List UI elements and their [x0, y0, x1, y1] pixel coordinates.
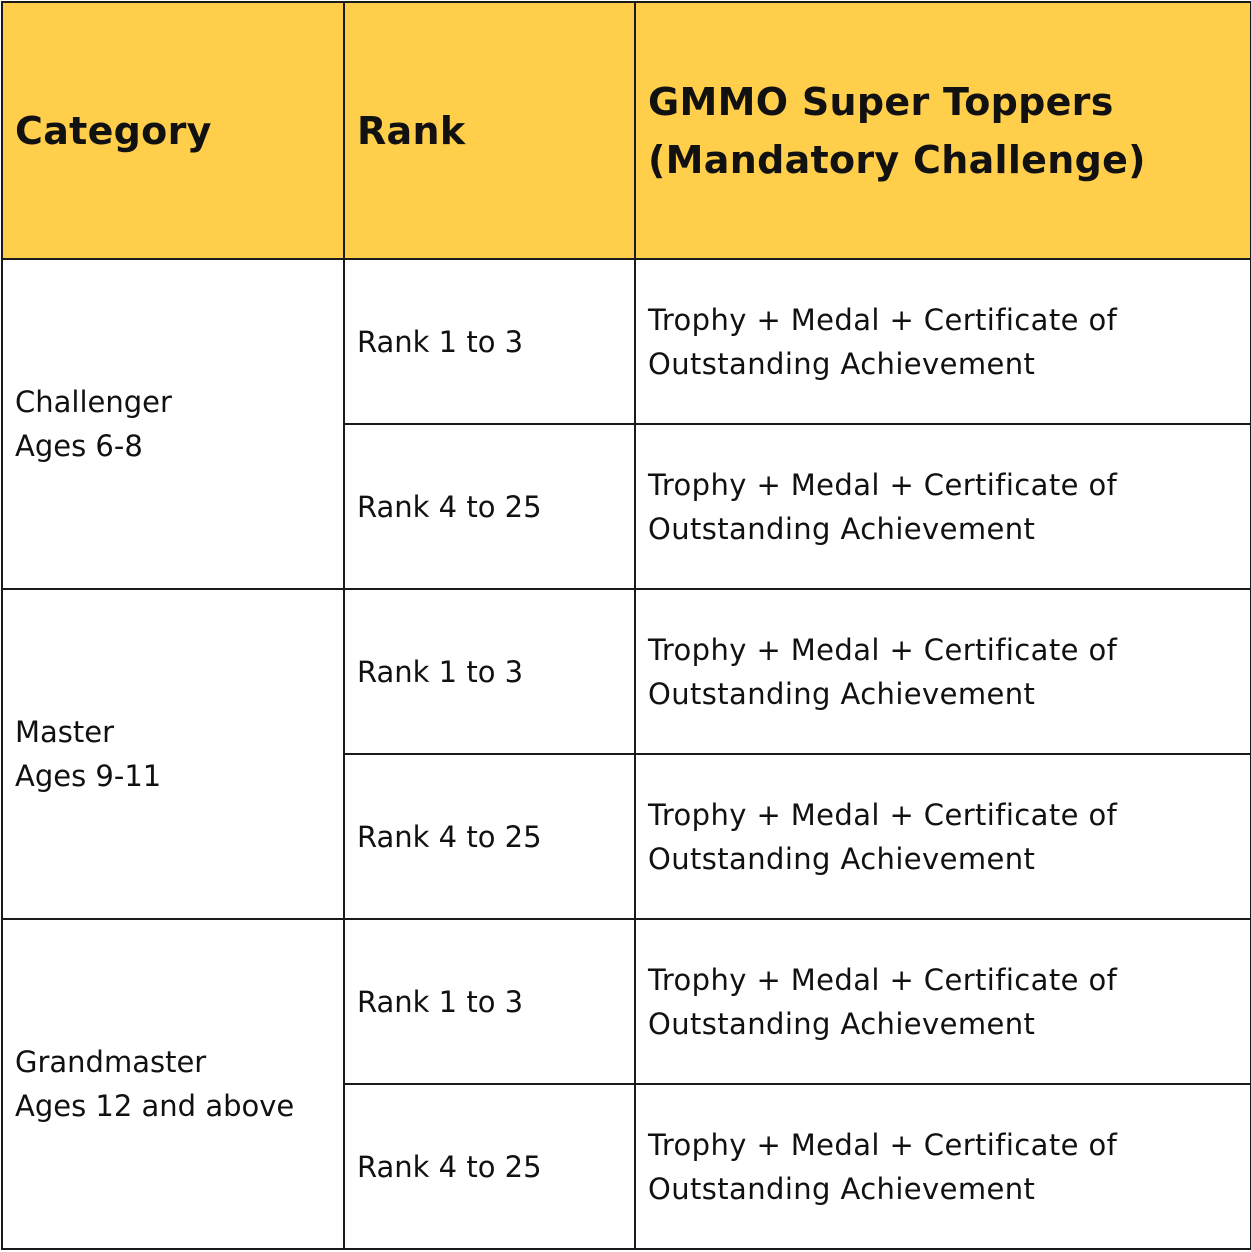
award-line1: Trophy + Medal + Certificate of: [648, 962, 1118, 997]
category-name: Grandmaster: [15, 1045, 207, 1079]
rank-cell: Rank 1 to 3: [344, 919, 635, 1084]
award-line1: Trophy + Medal + Certificate of: [648, 1127, 1118, 1162]
award-cell: [635, 1084, 1251, 1249]
rank-cell: Rank 4 to 25: [344, 1084, 635, 1249]
category-ages: Ages 12 and above: [15, 1089, 295, 1123]
award-cell: [635, 424, 1251, 589]
award-line2: Outstanding Achievement: [648, 1171, 1036, 1206]
award-line2: Outstanding Achievement: [648, 1006, 1036, 1041]
category-cell-challenger: [2, 259, 344, 589]
header-award: [635, 2, 1251, 259]
category-ages: Ages 9-11: [15, 759, 162, 793]
award-line2: Outstanding Achievement: [648, 511, 1036, 546]
rank-cell: Rank 4 to 25: [344, 754, 635, 919]
header-category: Category: [2, 2, 344, 259]
rank-cell: Rank 4 to 25: [344, 424, 635, 589]
award-line1: Trophy + Medal + Certificate of: [648, 467, 1118, 502]
rank-cell: Rank 1 to 3: [344, 589, 635, 754]
rank-cell: Rank 1 to 3: [344, 259, 635, 424]
table-row: [2, 589, 1251, 754]
table-row: [2, 919, 1251, 1084]
awards-table: [1, 1, 1251, 1250]
award-line2: Outstanding Achievement: [648, 676, 1036, 711]
table-header-row: [2, 2, 1251, 259]
award-cell: [635, 259, 1251, 424]
header-rank: Rank: [344, 2, 635, 259]
header-award-line2: (Mandatory Challenge): [648, 137, 1146, 182]
award-line1: Trophy + Medal + Certificate of: [648, 632, 1118, 667]
award-cell: [635, 754, 1251, 919]
award-line1: Trophy + Medal + Certificate of: [648, 302, 1118, 337]
table-row: [2, 259, 1251, 424]
award-line1: Trophy + Medal + Certificate of: [648, 797, 1118, 832]
award-cell: [635, 589, 1251, 754]
header-award-line1: GMMO Super Toppers: [648, 79, 1114, 124]
category-ages: Ages 6-8: [15, 429, 143, 463]
award-line2: Outstanding Achievement: [648, 841, 1036, 876]
award-line2: Outstanding Achievement: [648, 346, 1036, 381]
category-name: Challenger: [15, 385, 172, 419]
category-cell-master: [2, 589, 344, 919]
category-name: Master: [15, 715, 115, 749]
category-cell-grandmaster: [2, 919, 344, 1249]
award-cell: [635, 919, 1251, 1084]
